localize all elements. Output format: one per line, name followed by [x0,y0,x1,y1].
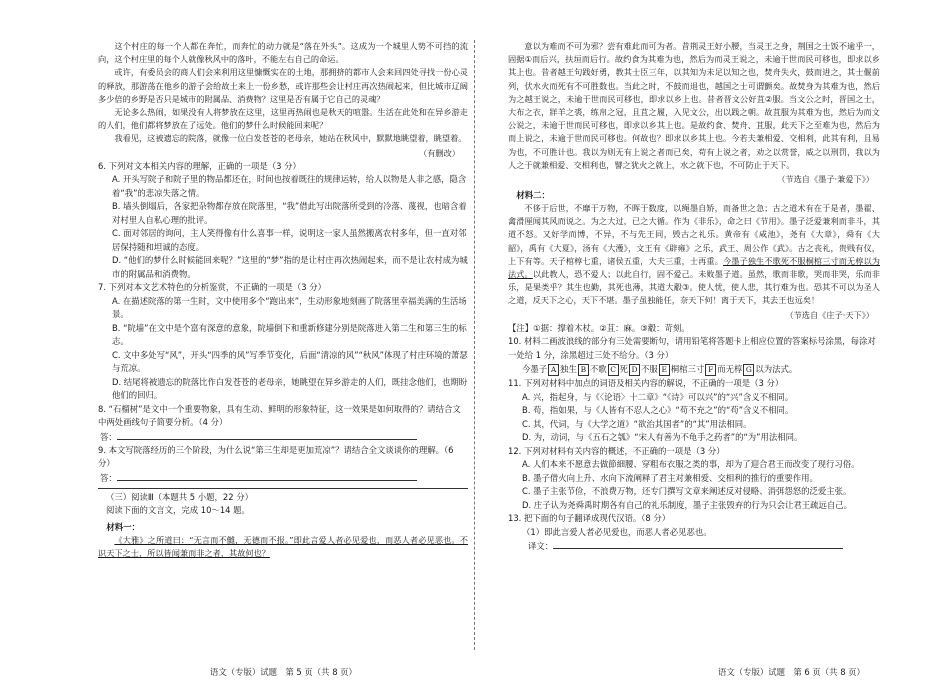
option-7d: D. 结尾将被遗忘的院落比作白发苍苍的老母亲，她眺望在异乡游走的人们，既挂念他们，也期盼他们的回归。 [112,376,468,401]
option-11d: D. 为，动词，与《五石之瓠》“宋人有善为不龟手之药者”的“为”用法相同。 [522,432,803,443]
option-12d: D. 庄子认为尧舜禹时期各有自己的礼乐制度，墨子主张毁弃的行为只会让君王疏远自己。 [522,499,853,510]
option-6c: C. 面对邻居的询问，主人笑得像有什么喜事一样，说明这一家人虽然搬离农村多年，但一直对邻居保持随和坦诚的态度。 [112,228,467,252]
answer-8-line[interactable] [98,430,468,444]
option-6a: A. 开头写院子和院子里的物品都还在，时间也按着既往的规律运转，给人以物是人非之感，隐含着“我”的悲凉失落之情。 [112,174,467,198]
segmentation-row [522,362,880,377]
right-page [478,0,950,688]
question-10: 10. 材料二画波浪线的部分有三处需要断句，请用铅笔将答题卡上相应位置的答案标号涂黑，每涂对一处给 1 分，涂黑超过三处不给分。（3 分） [508,336,876,360]
left-page [0,0,470,688]
answer-13-line[interactable] [508,539,880,553]
question-9: 9. 本文写院落经历的三个阶段，为什么说“第三生却是更加荒凉”？请结合全文谈谈你的理解。（6 分） [98,444,454,469]
question-7: 7. 下列对本文艺术特色的分析鉴赏，不正确的一项是（3 分） [98,282,327,293]
question-12: 12. 下列对材料有关内容的概述，不正确的一项是（3 分） [508,445,725,456]
section-3-heading: （三）阅读Ⅲ（本题共 5 小题，22 分） [106,491,253,502]
source-note: （节选自《庄子·天下》） [785,309,874,320]
answer-line [117,430,417,440]
wavy-underlined-text: 今墨子独生不歌死不服桐棺三寸而无椁以为法式。 [508,255,880,280]
segment-box-f[interactable]: F [705,364,716,376]
question-13: 13. 把下面的句子翻译成现代汉语。（8 分） [508,513,671,524]
annotation-note: 【注】①据：撑着木杖。②苴：麻。③觳：苛刻。 [508,322,690,333]
segment-box-b[interactable]: B [578,364,589,376]
segment-text: 今墨子 [522,364,548,375]
source-note: （节选自《墨子·兼爱下》） [777,174,874,185]
underlined-text: 《大雅》之所道曰：“无言而不雠，无德而不报。”即此言爱人者必见爱也，而恶人者必见恶也。不识天下之士，所以皆闻兼而非之者，其故何也？ [98,534,468,558]
material-1-text [98,534,468,560]
option-6d: D. “他们的梦什么时候能回来呢？”这里的“梦”指的是让村庄再次热闹起来，而不是让农村成为城市的附属品和消费物。 [112,255,468,279]
passage-paragraph: 这个村庄的每一个人都在奔忙，而奔忙的动力就是“落在外头”。这成为一个城里人势不可挡的流向，这个村庄里的每个人就像秋风中的落叶，不能左右自己的命运。 [98,41,468,65]
answer-line [117,471,417,481]
option-11b: B. 苟，指如果，与《人皆有不忍人之心》“苟不充之”的“苟”含义不相同。 [522,405,794,416]
segment-box-a[interactable]: A [548,364,559,376]
answer-label: 答： [100,472,117,483]
option-11c: C. 其，代词，与《大学之道》“欲治其国者”的“其”用法相同。 [522,418,752,429]
question-8: 8. “石榴树”是文中一个重要物象，具有生动、鲜明的形象特征，这一效果是如何取得的？请结合文中两处画线句子简要分析。（4 分） [98,403,461,428]
segment-box-e[interactable]: E [659,364,670,376]
option-7c: C. 文中多处写“风”，开头“四季的风”写季节变化，后面“清凉的风”“秋风”体现了村庄环境的萧瑟与荒凉。 [112,349,468,374]
question-13-1: （1）即此言爱人者必见爱也，而恶人者必见恶也。 [522,526,712,537]
segment-box-d[interactable]: D [629,364,640,376]
passage-paragraph: 或许，有委员会的商人们会来利用这里慷慨实在的土地，那拥挤的都市人会来回四处寻找一份心灵的释放，那游荡在他乡的游子会给故土来上一份乡愁，或许那些会让村庄再次热闹起来，但比城市辽阔多少倍的乡野是否只是城市的附属品、消费物？这里是否有属于它自己的灵魂？ [98,67,468,104]
option-11a: A. 兴，指起身，与《〈论语〉十二章》“《诗》可以兴”的“兴”含义不相同。 [522,391,794,402]
segment-text: 桐棺三寸 [670,364,705,375]
material-2-text-part: 不侈于后世，不靡于万物，不晖于数度，以绳墨自矫，而备世之急；古之道术有在于是者，墨翟、禽滑厘闻其风而说之。为之大过，已之大循。作为《非乐》，命之曰《节用》。墨子泛爱兼利而非斗，其道不怒。又好学而博，不异，不与先王同，毁古之礼乐。黄帝有《咸池》，尧有《大章》，舜有《大韶》，禹有《大夏》，汤有《大濩》，文王有《辟雍》之乐，武王、周公作《武》。古之丧礼，贵贱有仪，上下有等。天子棺椁七重，诸侯五重，大夫三重，士再重。 [508,203,880,266]
material-2-heading: 材料二： [516,190,550,201]
page-divider [474,40,475,650]
option-7b: B. “院墙”在文中是个富有深意的意象，院墙倒下和重新修建分别是院落进入第二生和第三生的标志。 [112,322,467,347]
material-2-text [508,202,880,308]
segment-box-g[interactable]: G [743,364,754,376]
answer-label: 译文： [528,541,554,552]
answer-label: 答： [100,431,117,442]
segment-text: 而无椁 [717,364,743,375]
section-divider [98,488,468,489]
answer-line [553,539,843,549]
page-footer: 语文（专版）试题 第 6 页（共 8 页） [718,667,865,677]
option-12c: C. 墨子主张节俭，不浪费万物，还专门撰写文章来阐述反对侵略、消弭怨怒的泛爱主张。 [522,486,852,497]
segment-text: 以为法式。 [755,364,798,375]
segment-box-c[interactable]: C [608,364,619,376]
option-7a: A. 在描述院落的第一生时，文中使用多个“跑出来”，生动形象地刻画了院落里幸福美满的生活场景。 [112,295,467,320]
section-3-instruction: 阅读下面的文言文，完成 10～14 题。 [106,505,250,516]
passage-paragraph: 我看见，这被遗忘的院落，就像一位白发苍苍的老母亲，她站在秋风中，默默地眺望着，眺望着。 [114,133,467,144]
option-6b: B. 墙头倒塌后，各家把杂物都存放在院落里，“我”借此写出院落所受到的冷落、蔑视，也暗含着对村里人自私心理的批评。 [112,201,467,225]
option-12b: B. 墨子借火向上升、水向下流阐释了君主对兼相爱、交相利的推行的重要作用。 [522,472,818,483]
material-2-text-part: 以此教人，恐不爱人；以此自行，固不爱己。未败墨子道。虽然，歌而非歌，哭而非哭，乐而非乐，是果类乎？其生也勤，其死也薄，其道大觳③。使人忧，使人悲，其行难为也。恐其不可以为圣人之道，反天下之心，天下不堪。墨子虽独能任，奈天下何！离于天下，其去王也远矣！ [508,269,880,306]
material-1-continued: 意以为难而不可为邪？尝有难此而可为者。昔荆灵王好小腰，当灵王之身，荆国之士饭不逾乎一，固据①而后兴，扶垣而后行。故约食为其难为也，然后为而灵王说之，未逾于世而民可移也，即求以乡其上也。昔者越王句践好勇，教其士臣三年，以其知为未足以知之也，焚舟失火，鼓而进之，其士偃前列，伏水火而死有不可胜数也。当此之时，不鼓而退也，越国之士可谓颤矣。故焚身为其难为也，然后为之越王说之，未逾于世而民可移也，即求以乡上也。昔者晋文公好苴②服。当文公之时，晋国之士，大布之衣，牂羊之裘，练帛之冠，且苴之履，入见文公，出以践之朝。故苴服为其难为也，然后为而文公说之，未逾于世而民可移也，即求以乡其上也。是故约食、焚舟、苴服，此天下之至难为也，然后为而上说之，未逾于世而民可移也。何故也？即求以乡其上也。今若夫兼相爱、交相利，此其有利，且易为也，不可胜计也。我以为则无有上说之者而已矣，苟有上说之者，劝之以赏誉，威之以刑罚，我以为人之于就兼相爱、交相利也，譬之犹火之就上，水之就下也，不可防止于天下。 [508,41,880,170]
segment-text: 不歌 [589,364,607,375]
question-6: 6. 下列对文本相关内容的理解，正确的一项是（3 分） [98,160,301,171]
segment-text: 死 [619,364,628,375]
answer-9-line[interactable] [98,471,468,485]
material-1-heading: 材料一： [106,521,140,532]
right-column [508,40,880,553]
segment-text: 独生 [560,364,577,375]
left-column [98,40,468,560]
passage-paragraph: 无论多么热闹，如果没有人将梦放在这里，这里再热闹也是秋天的喧嚣。生活在此处和在异乡游走的人们，他们都将梦放在了远处。他们的梦什么时候能回来呢？ [98,107,468,131]
page-footer: 语文（专版）试题 第 5 页（共 8 页） [210,667,357,677]
option-12a: A. 人们本来不愿意去做節細腰、穿粗布衣服之类的事，却为了迎合君王而改变了现行习俗。 [522,459,860,470]
question-11: 11. 下列对材料中加点的词语及相关内容的解说，不正确的一项是（3 分） [508,378,784,389]
source-note: （有删改） [419,147,460,158]
segment-text: 不服 [641,364,658,375]
